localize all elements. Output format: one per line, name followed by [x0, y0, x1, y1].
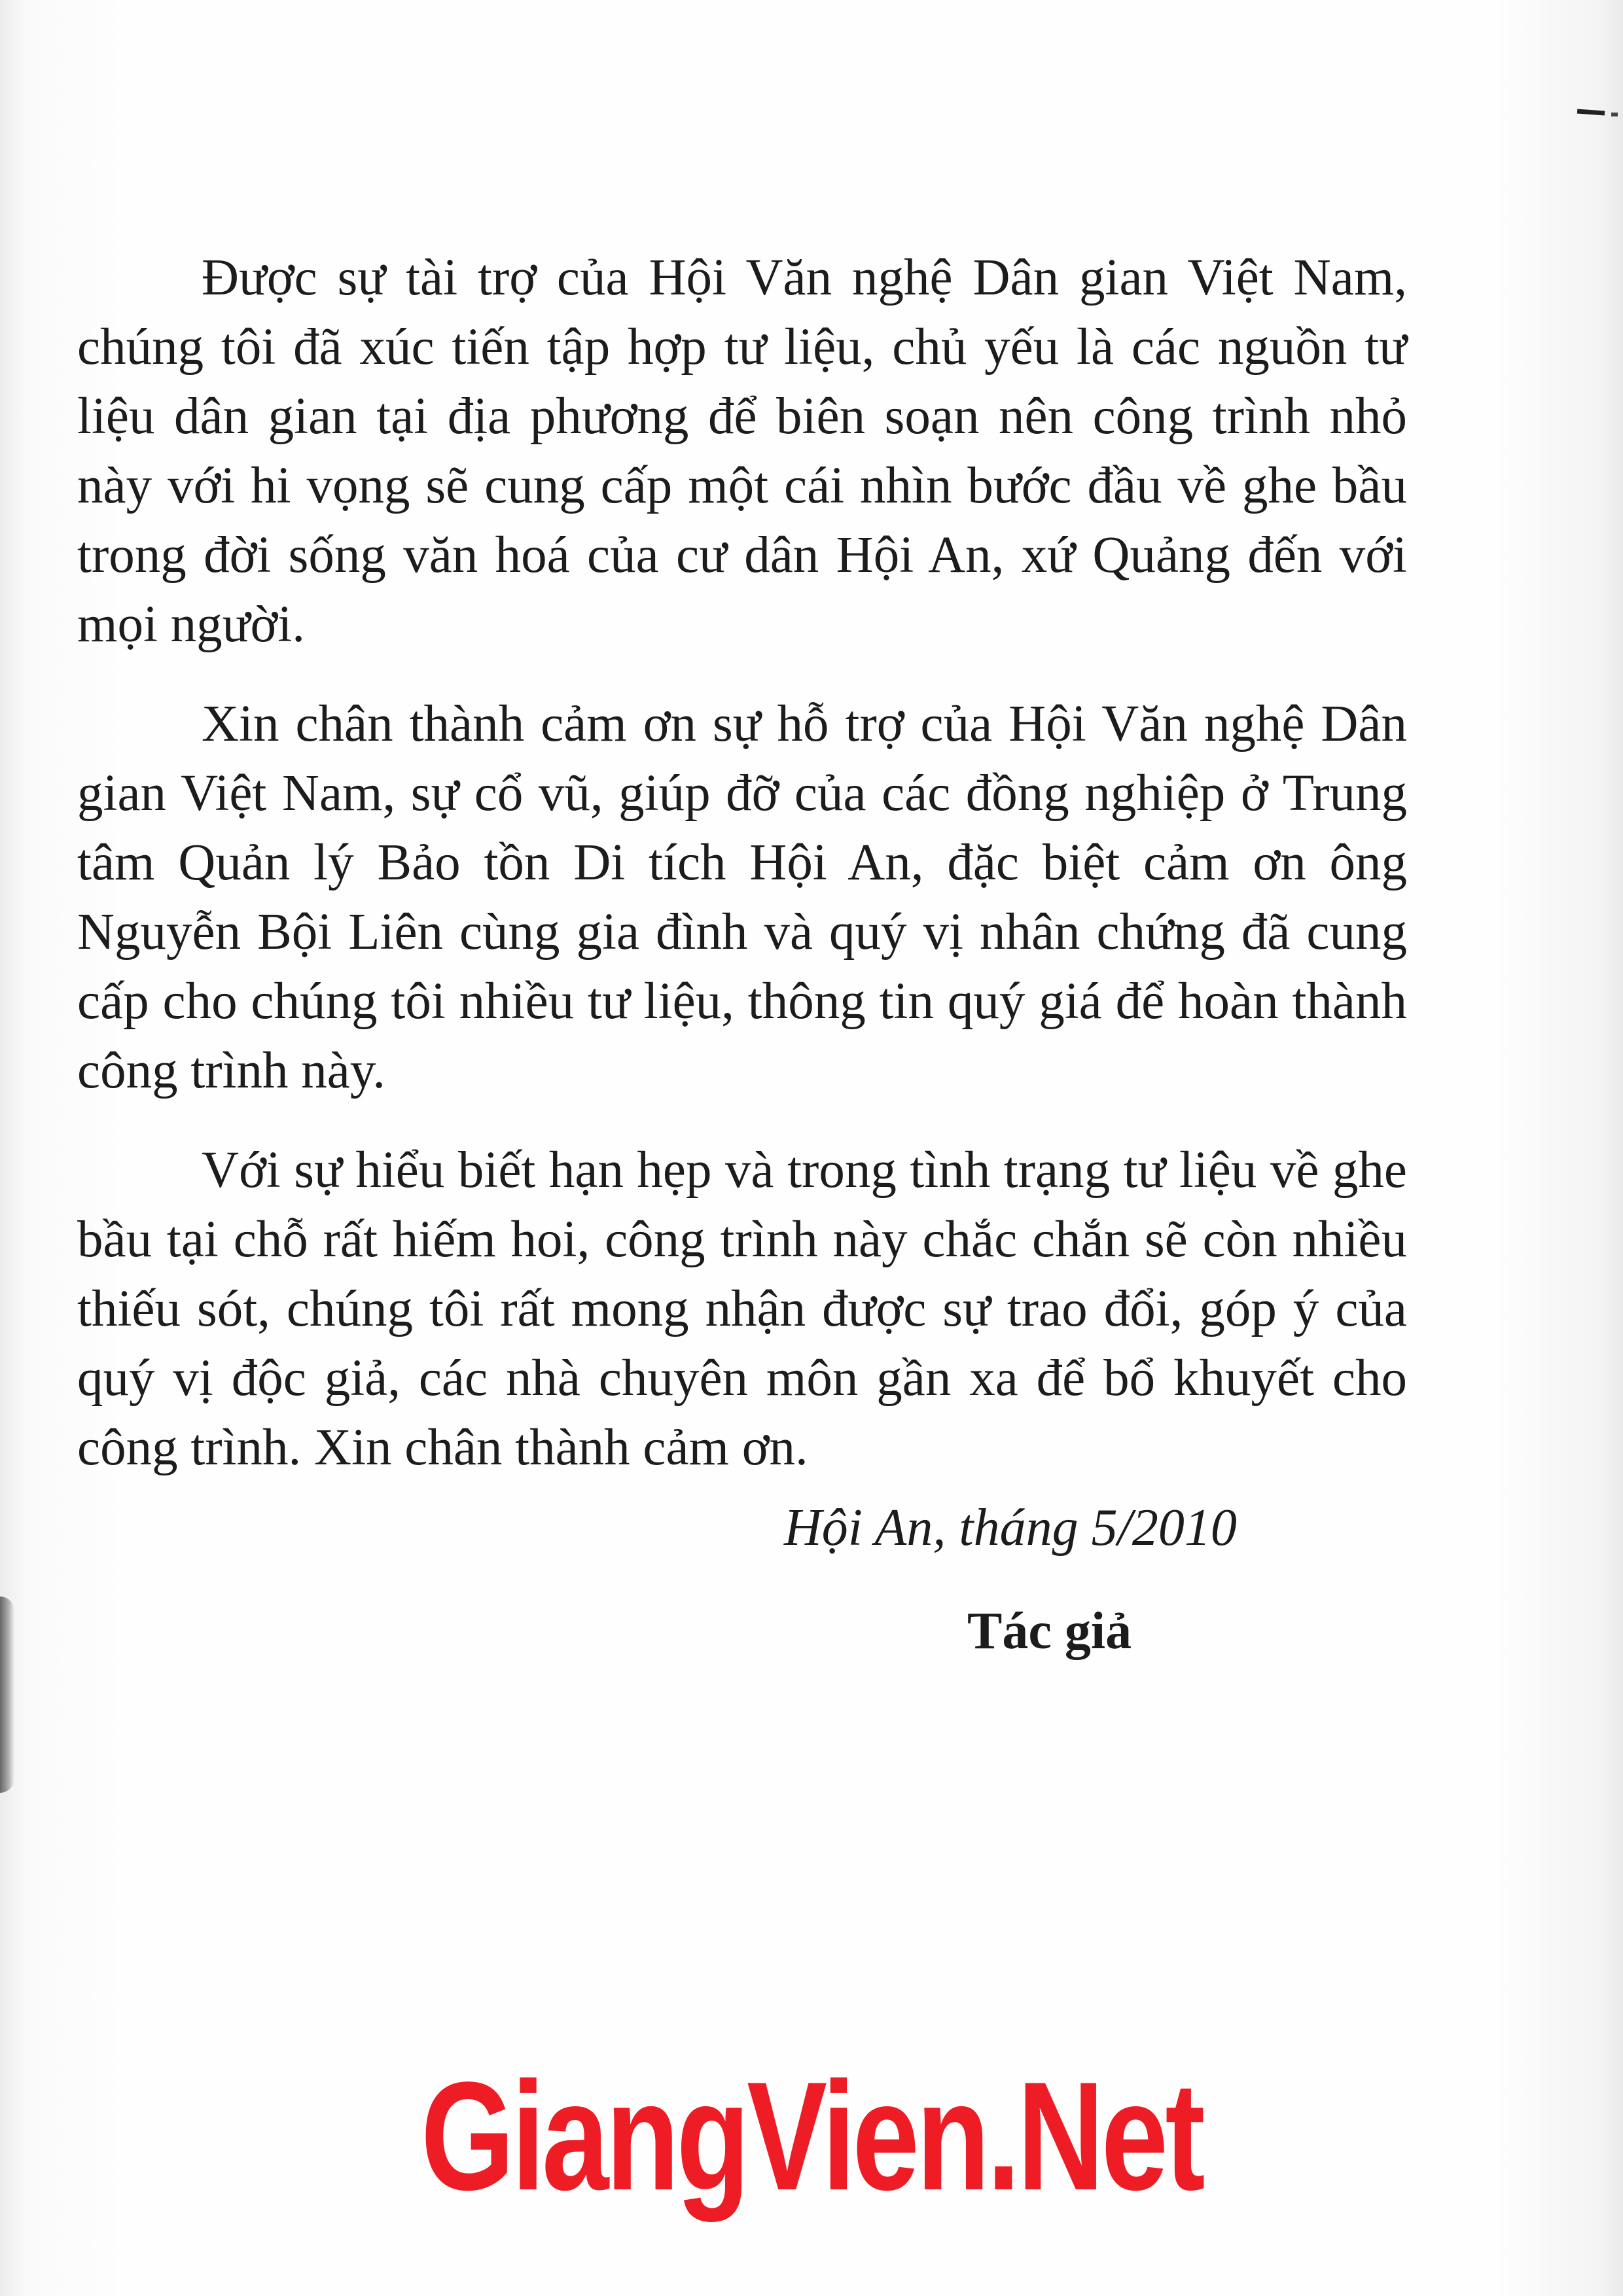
preface-body — [77, 243, 1407, 1513]
place-and-date: Hội An, tháng 5/2010 — [784, 1499, 1237, 1557]
author-signature: Tác giả — [967, 1602, 1132, 1660]
page-edge-shadow — [0, 1597, 14, 1793]
watermark-text: GiangVien.Net — [421, 2050, 1202, 2223]
paragraph-3: Với sự hiểu biết hạn hẹp và trong tình trạng tư liệu về ghe bầu tại chỗ rất hiếm hoi, công trình này chắc chắn sẽ còn nhiều thiếu sót, chúng tôi rất mong nhận được sự trao đổi, góp ý của quý vị độc giả, các nhà chuyên môn gần xa để bổ khuyết cho công trình. Xin chân thành cảm ơn. — [77, 1142, 1407, 1476]
paragraph-2: Xin chân thành cảm ơn sự hỗ trợ của Hội Văn nghệ Dân gian Việt Nam, sự cổ vũ, giúp đỡ của các đồng nghiệp ở Trung tâm Quản lý Bảo tồn Di tích Hội An, đặc biệt cảm ơn ông Nguyễn Bội Liên cùng gia đình và quý vị nhân chứng đã cung cấp cho chúng tôi nhiều tư liệu, thông tin quý giá để hoàn thành công trình này. — [77, 696, 1407, 1099]
paragraph-1: Được sự tài trợ của Hội Văn nghệ Dân gian Việt Nam, chúng tôi đã xúc tiến tập hợp tư liệu, chủ yếu là các nguồn tư liệu dân gian tại địa phương để biên soạn nên công trình nhỏ này với hi vọng sẽ cung cấp một cái nhìn bước đầu về ghe bầu trong đời sống văn hoá của cư dân Hội An, xứ Quảng đến với mọi người. — [77, 249, 1407, 653]
corner-scan-mark — [1577, 110, 1623, 119]
